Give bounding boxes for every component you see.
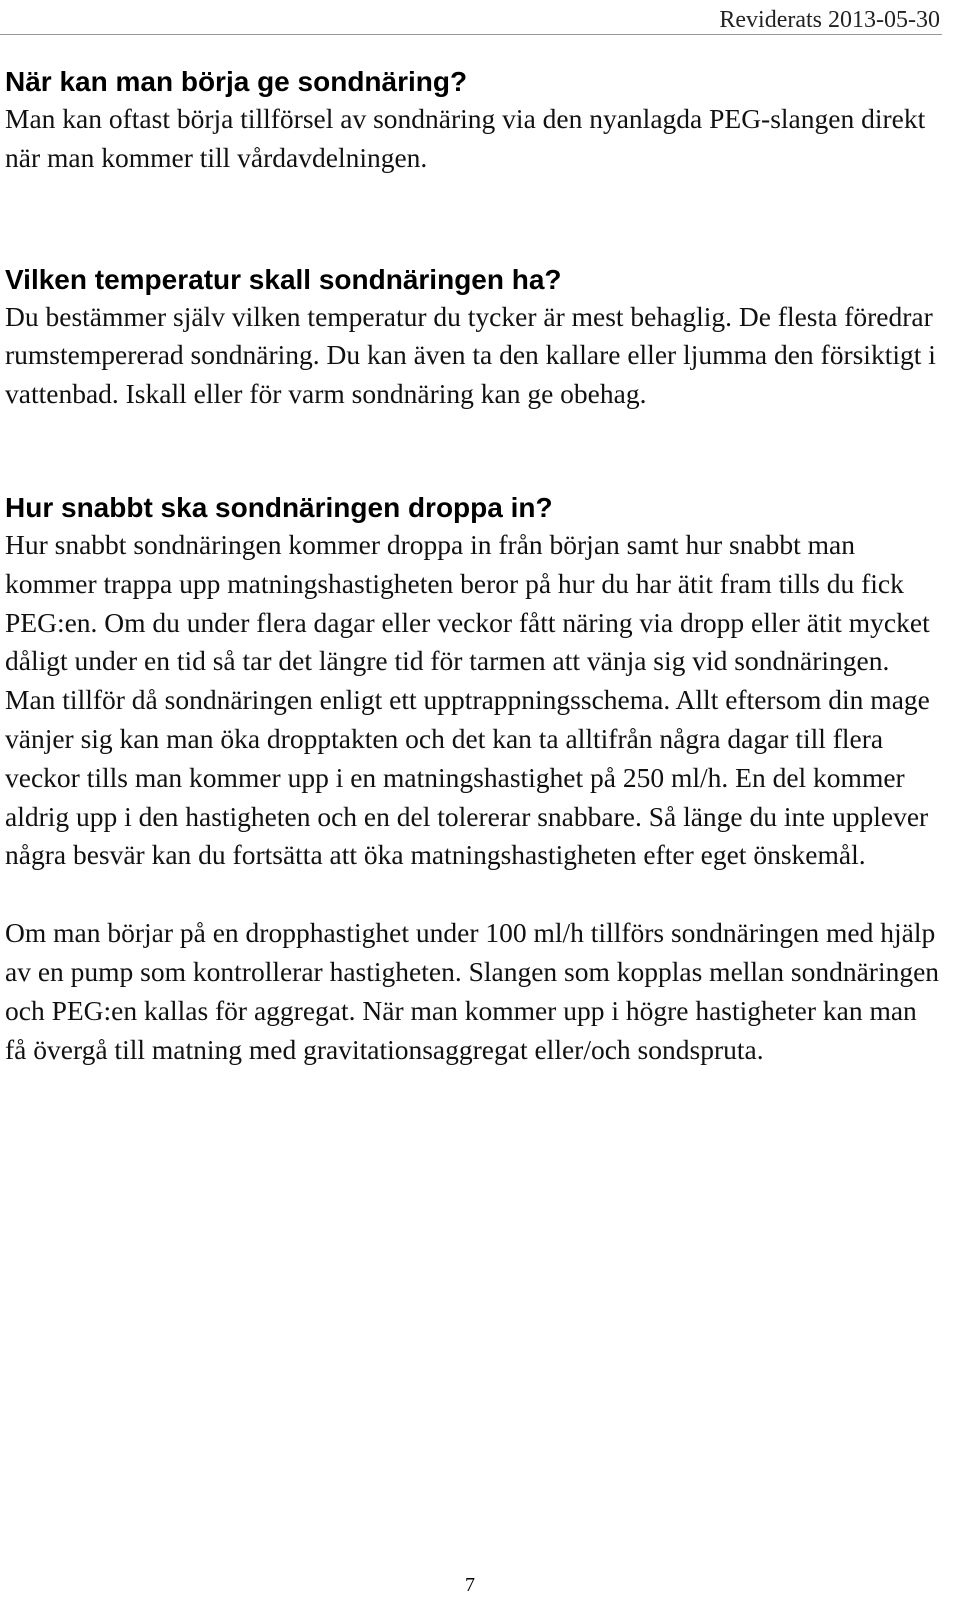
document-body <box>5 64 940 1069</box>
section-heading: När kan man börja ge sondnäring? <box>5 66 468 97</box>
section-heading: Vilken temperatur skall sondnäringen ha? <box>5 263 562 295</box>
section-drip-rate <box>5 490 940 1069</box>
section-start-feeding <box>5 64 940 178</box>
section-paragraph: Hur snabbt sondnäringen kommer droppa in från början samt hur snabbt man kommer trappa upp matningshastigheten beror på hur du har ätit fram tills du fick PEG:en. Om du under flera dagar eller veckor fått näring via dropp eller ätit mycket dåligt under en tid så tar det längre tid för tarmen att vänja sig vid sondnäringen. Man tillför då sondnäringen enligt ett upptrappningsschema. Allt eftersom din mage vänjer sig kan man öka dropptakten och det kan ta alltifrån några dagar till flera veckor tills man kommer upp i en matningshastighet på 250 ml/h. En del kommer aldrig upp i den hastigheten och en del tolererar snabbare. Så länge du inte upplever några besvär kan du fortsätta att öka matningshastigheten efter eget önskemål. <box>5 528 930 871</box>
section-paragraph-pump: Om man börjar på en dropphastighet under 100 ml/h tillförs sondnäringen med hjälp av en pump som kontrollerar hastigheten. Slangen som kopplas mellan sondnäringen och PEG:en kallas för aggregat. När man kommer upp i högre hastigheter kan man få övergå till matning med gravitationsaggregat eller/och sondspruta. <box>5 917 940 1065</box>
header-divider <box>0 34 942 35</box>
page-number: 7 <box>465 1574 475 1596</box>
section-heading: Hur snabbt ska sondnäringen droppa in? <box>5 491 553 523</box>
revision-date: Reviderats 2013-05-30 <box>719 7 940 33</box>
section-temperature <box>5 262 940 414</box>
section-paragraph: Man kan oftast börja tillförsel av sondnäring via den nyanlagda PEG-slangen direkt när man kommer till vårdavdelningen. <box>5 103 926 173</box>
section-paragraph: Du bestämmer själv vilken temperatur du tycker är mest behaglig. De flesta föredrar rumstempererad sondnäring. Du kan även ta den kallare eller ljumma den försiktigt i vattenbad. Iskall eller för varm sondnäring kan ge obehag. <box>5 300 936 410</box>
